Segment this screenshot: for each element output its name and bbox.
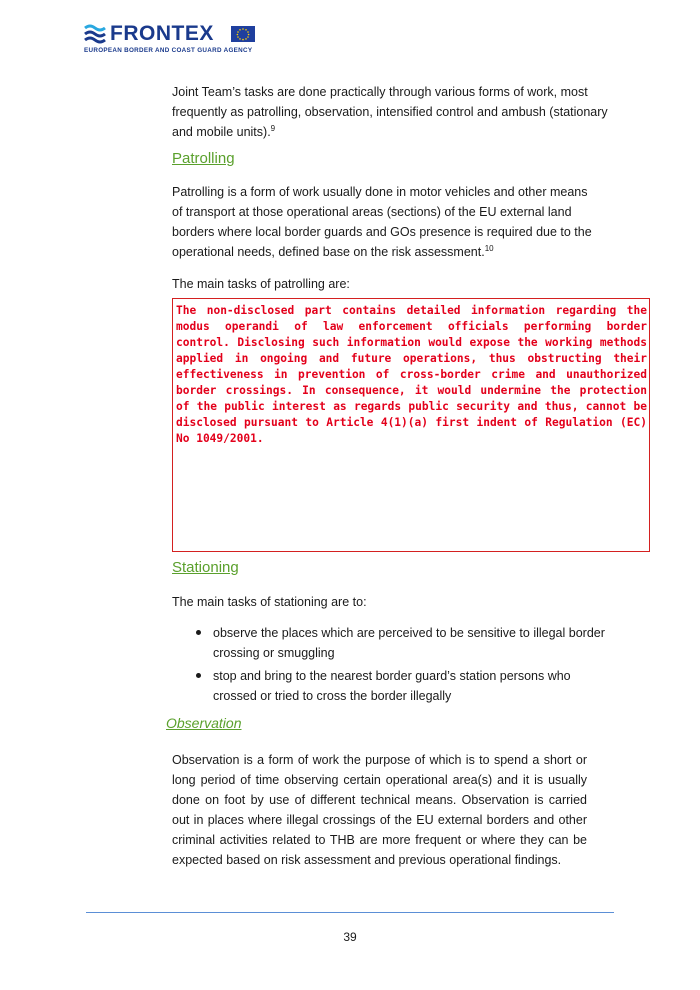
- heading-stationing: Stationing: [172, 559, 239, 576]
- redaction-notice: The non-disclosed part contains detailed information regarding the modus operandi of law enforcement officials performing border control. Disclosing such information would expose the working methods applied in ongoing and future operations, thus obstructing their effectiveness in prevention of cross-border crime and unauthorized border crossings. In consequence, it would undermine the protection of the public interest as regards public security and thus, cannot be disclosed pursuant to Article 4(1)(a) first indent of Regulation (EC) No 1049/2001.: [176, 304, 647, 445]
- logo-wordmark: FRONTEX: [110, 22, 214, 45]
- bullet-icon: [196, 630, 201, 635]
- patrolling-paragraph: Patrolling is a form of work usually done in motor vehicles and other means of transport at those operational areas (sections) of the EU external land borders where local border guards and GOs presence is required due to the operational needs, defined base on the risk assessment.$^{10}$: [172, 185, 592, 259]
- bullet-icon: [196, 673, 201, 678]
- footer-divider: [86, 912, 614, 913]
- redaction-box: [172, 298, 650, 552]
- heading-patrolling: Patrolling: [172, 150, 235, 167]
- list-item: observe the places which are perceived to be sensitive to illegal border crossing or smuggling: [191, 623, 611, 663]
- logo-subtitle: EUROPEAN BORDER AND COAST GUARD AGENCY: [84, 47, 253, 54]
- frontex-wave-icon: [84, 24, 106, 44]
- footnote-ref-9[interactable]: 9: [270, 123, 276, 133]
- list-item: stop and bring to the nearest border guard’s station persons who crossed or tried to cross the border illegally: [191, 666, 611, 706]
- page-number: 39: [343, 930, 357, 944]
- stationing-task-list: [191, 623, 611, 709]
- intro-paragraph: Joint Team’s tasks are done practically through various forms of work, most frequently as patrolling, observation, intensified control and ambush (stationary and mobile units).$^9$: [172, 85, 608, 139]
- frontex-logo: [84, 22, 264, 56]
- observation-paragraph: Observation is a form of work the purpose of which is to spend a short or long period of time observing certain operational area(s) and it is usually done on foot by use of different technical means. Observation is carried out in places where illegal crossings of the EU external borders and other criminal activities related to THB are more frequent or where they can be expected based on risk assessment and previous operational findings.: [172, 753, 587, 867]
- eu-flag-icon: [231, 26, 255, 42]
- footnote-ref-10[interactable]: 10: [484, 243, 494, 253]
- patrolling-tasks-intro: The main tasks of patrolling are:: [172, 277, 350, 291]
- stationing-tasks-intro: The main tasks of stationing are to:: [172, 595, 367, 609]
- heading-observation: Observation: [166, 715, 242, 731]
